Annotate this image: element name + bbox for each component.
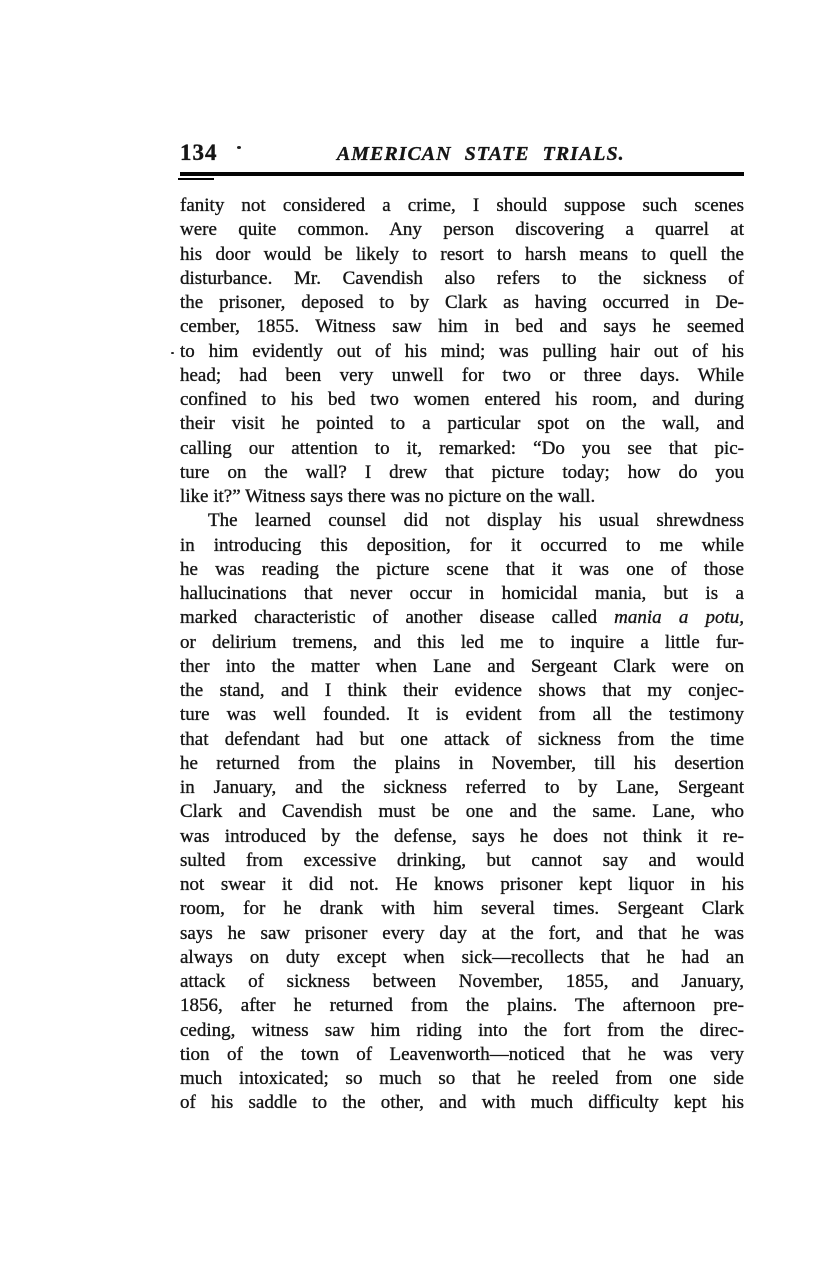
- body-text: [180, 194, 744, 1116]
- text-line: not swear it did not. He knows prisoner kept liquor in his: [180, 874, 744, 895]
- text-line: to him evidently out of his mind; was pulling hair out of his: [180, 340, 744, 362]
- rule-tick: [178, 178, 214, 180]
- text-line: their visit he pointed to a particular spot on the wall, and: [180, 413, 744, 435]
- header-rule: [180, 172, 744, 176]
- text-line: marked characteristic of another disease called mania a potu,: [180, 607, 745, 629]
- text-line: attack of sickness between November, 1855, and January,: [180, 971, 744, 992]
- text-line: Clark and Cavendish must be one and the same. Lane, who: [180, 801, 744, 823]
- text-line: the stand, and I think their evidence shows that my conjec-: [180, 680, 744, 701]
- text-line: ther into the matter when Lane and Sergeant Clark were on: [180, 655, 744, 677]
- text-line: calling our attention to it, remarked: “Do you see that pic-: [180, 437, 744, 459]
- text-line: ture on the wall? I drew that picture today; how do you: [180, 461, 744, 483]
- text-line: were quite common. Any person discovering a quarrel at: [180, 219, 744, 241]
- text-line: was introduced by the defense, says he does not think it re-: [180, 825, 744, 847]
- text-line: says he saw prisoner every day at the fort, and that he was: [180, 922, 744, 944]
- text-line: his door would be likely to resort to harsh means to quell the: [180, 243, 744, 265]
- text-line: he returned from the plains in November, till his desertion: [180, 752, 744, 774]
- text-line: The learned counsel did not display his usual shrewdness: [208, 510, 744, 532]
- text-line: much intoxicated; so much so that he reeled from one side: [180, 1068, 744, 1089]
- page-number: 134: [180, 140, 218, 165]
- text-line: or delirium tremens, and this led me to inquire a little fur-: [180, 631, 744, 653]
- ink-speck: [171, 352, 174, 354]
- text-line: that defendant had but one attack of sickness from the time: [180, 728, 744, 750]
- text-line: 1856, after he returned from the plains. The afternoon pre-: [180, 995, 744, 1017]
- text-line: sulted from excessive drinking, but cannot say and would: [180, 849, 744, 871]
- text-line: room, for he drank with him several times. Sergeant Clark: [180, 898, 744, 920]
- text-line: cember, 1855. Witness saw him in bed and says he seemed: [180, 316, 744, 338]
- text-line: disturbance. Mr. Cavendish also refers to the sickness of: [180, 267, 744, 289]
- text-line: the prisoner, deposed to by Clark as having occurred in De-: [180, 292, 744, 313]
- text-line: like it?” Witness says there was no picture on the wall.: [180, 486, 596, 507]
- text-line: confined to his bed two women entered his room, and during: [180, 389, 744, 410]
- text-line: ceding, witness saw him riding into the fort from the direc-: [180, 1019, 744, 1041]
- text-line: always on duty except when sick—recollects that he had an: [180, 946, 744, 968]
- running-head: [180, 140, 744, 167]
- text-line: of his saddle to the other, and with much difficulty kept his: [180, 1092, 744, 1114]
- text-line: hallucinations that never occur in homicidal mania, but is a: [180, 583, 744, 604]
- text-line: fanity not considered a crime, I should suppose such scenes: [180, 195, 744, 216]
- text-line: he was reading the picture scene that it was one of those: [180, 558, 744, 580]
- text-line: in January, and the sickness referred to by Lane, Sergeant: [180, 777, 744, 798]
- text-line: tion of the town of Leavenworth—noticed that he was very: [180, 1043, 744, 1065]
- text-line: head; had been very unwell for two or three days. While: [180, 364, 744, 386]
- page-column: [180, 140, 744, 1116]
- text-line: in introducing this deposition, for it occurred to me while: [180, 534, 744, 556]
- running-title: AMERICAN STATE TRIALS.: [336, 143, 625, 165]
- text-line: ture was well founded. It is evident from all the testimony: [180, 704, 744, 726]
